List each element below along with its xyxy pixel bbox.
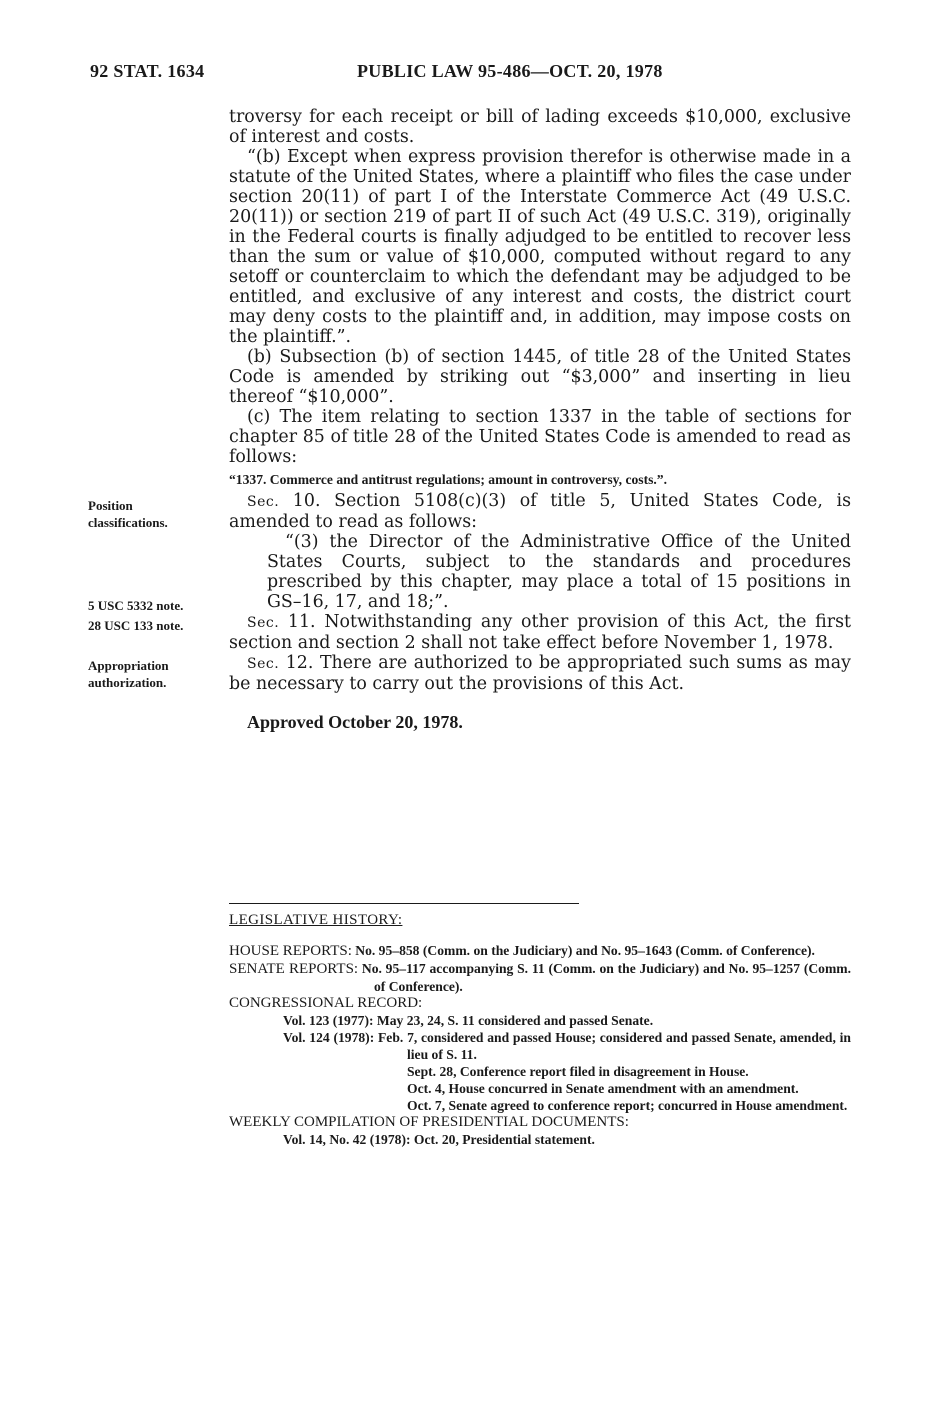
weekly-compilation-label: WEEKLY COMPILATION OF PRESIDENTIAL DOCUMENTS: (229, 1114, 629, 1130)
vol-124-sept-28: Sept. 28, Conference report filed in disagreement in House. (407, 1064, 749, 1079)
section-label: Sec. (247, 494, 280, 510)
vol-124-oct-4: Oct. 4, House concurred in Senate amendment with an amendment. (407, 1081, 799, 1096)
legislative-history-heading: LEGISLATIVE HISTORY: (229, 912, 403, 928)
section-10-text: 10. Section 5108(c)(3) of title 5, United States Code, is amended to read as follows: (229, 491, 851, 532)
section-11 (229, 612, 851, 653)
house-reports (229, 942, 851, 960)
senate-reports-text: No. 95–117 accompanying S. 11 (Comm. on the Judiciary) and No. 95–1257 (Comm. of Conference). (358, 961, 852, 994)
vol-124-label: Vol. 124 (1978): (283, 1030, 375, 1045)
vol-14-text: Oct. 20, Presidential statement. (410, 1132, 595, 1147)
vol-123-label: Vol. 123 (1977): (283, 1013, 374, 1028)
stat-page-number: 92 STAT. 1634 (90, 61, 205, 81)
paragraph-amendment-b: (b) Subsection (b) of section 1445, of title 28 of the United States Code is amended by striking out “$3,000” and inserting in lieu thereof “$10,000”. (229, 347, 851, 407)
margin-note-line: Position (88, 498, 133, 513)
divider-rule (229, 903, 579, 904)
paragraph-continuation: troversy for each receipt or bill of lading exceeds $10,000, exclusive of interest and costs. (229, 107, 851, 147)
approval-date: Approved October 20, 1978. (247, 712, 463, 732)
senate-reports (229, 960, 851, 995)
margin-note-position-classifications (88, 497, 168, 531)
section-label: Sec. (247, 615, 280, 631)
weekly-compilation-vol-14 (229, 1131, 851, 1148)
paragraph-subsection-b-quoted: “(b) Except when express provision therefor is otherwise made in a statute of the United States, where a plaintiff who files the case under section 20(11) of part I of the Interstate Commerce Act (49 U.S.C. 20(11)) or section 219 of part II of such Act (49 U.S.C. 319), originally in the Federal courts is finally adjudged to be entitled to recover less than the sum or value of $10,000, computed without regard to any setoff or counterclaim to which the defendant may be adjudged to be entitled, and exclusive of any interest and costs, the district court may deny costs to the plaintiff and, in addition, may impose costs on the plaintiff.”. (229, 147, 851, 347)
congressional-record-vol-124 (229, 1029, 851, 1063)
vol-123-text: May 23, 24, S. 11 considered and passed Senate. (373, 1013, 654, 1028)
table-of-sections-item: “1337. Commerce and antitrust regulations; amount in controversy, costs.”. (229, 472, 667, 487)
vol-124-text: Feb. 7, considered and passed House; considered and passed Senate, amended, in lieu of S. 11. (374, 1030, 851, 1062)
section-10 (229, 491, 851, 532)
margin-note-line: authorization. (88, 675, 167, 690)
margin-note-appropriation-authorization (88, 657, 169, 691)
house-reports-label: HOUSE REPORTS: (229, 943, 352, 959)
margin-note-line: Appropriation (88, 658, 169, 673)
running-head: PUBLIC LAW 95-486—OCT. 20, 1978 (357, 61, 663, 81)
vol-124-oct-7: Oct. 7, Senate agreed to conference report; concurred in House amendment. (407, 1098, 848, 1113)
margin-note-28-usc-133: 28 USC 133 note. (88, 618, 184, 633)
congressional-record-vol-123 (229, 1012, 851, 1029)
vol-14-label: Vol. 14, No. 42 (1978): (283, 1132, 411, 1147)
section-10-quoted-text: “(3) the Director of the Administrative Office of the United States Courts, subject to the standards and procedures prescribed by this chapter, may place a total of 15 positions in GS–16, 17, and 18;”. (267, 532, 851, 612)
section-label: Sec. (247, 656, 280, 672)
section-12 (229, 653, 851, 694)
section-11-text: 11. Notwithstanding any other provision of this Act, the first section and section 2 shall not take effect before November 1, 1978. (229, 612, 851, 653)
margin-note-line: classifications. (88, 515, 168, 530)
house-reports-text: No. 95–858 (Comm. on the Judiciary) and No. 95–1643 (Comm. of Conference). (351, 943, 815, 958)
legislative-history (229, 912, 851, 1148)
statute-body (229, 107, 851, 694)
senate-reports-label: SENATE REPORTS: (229, 961, 359, 977)
paragraph-amendment-c: (c) The item relating to section 1337 in the table of sections for chapter 85 of title 28 of the United States Code is amended to read as follows: (229, 407, 851, 467)
margin-note-5-usc-5332: 5 USC 5332 note. (88, 598, 184, 613)
section-12-text: 12. There are authorized to be appropriated such sums as may be necessary to carry out the provisions of this Act. (229, 653, 851, 694)
congressional-record-label: CONGRESSIONAL RECORD: (229, 995, 423, 1011)
